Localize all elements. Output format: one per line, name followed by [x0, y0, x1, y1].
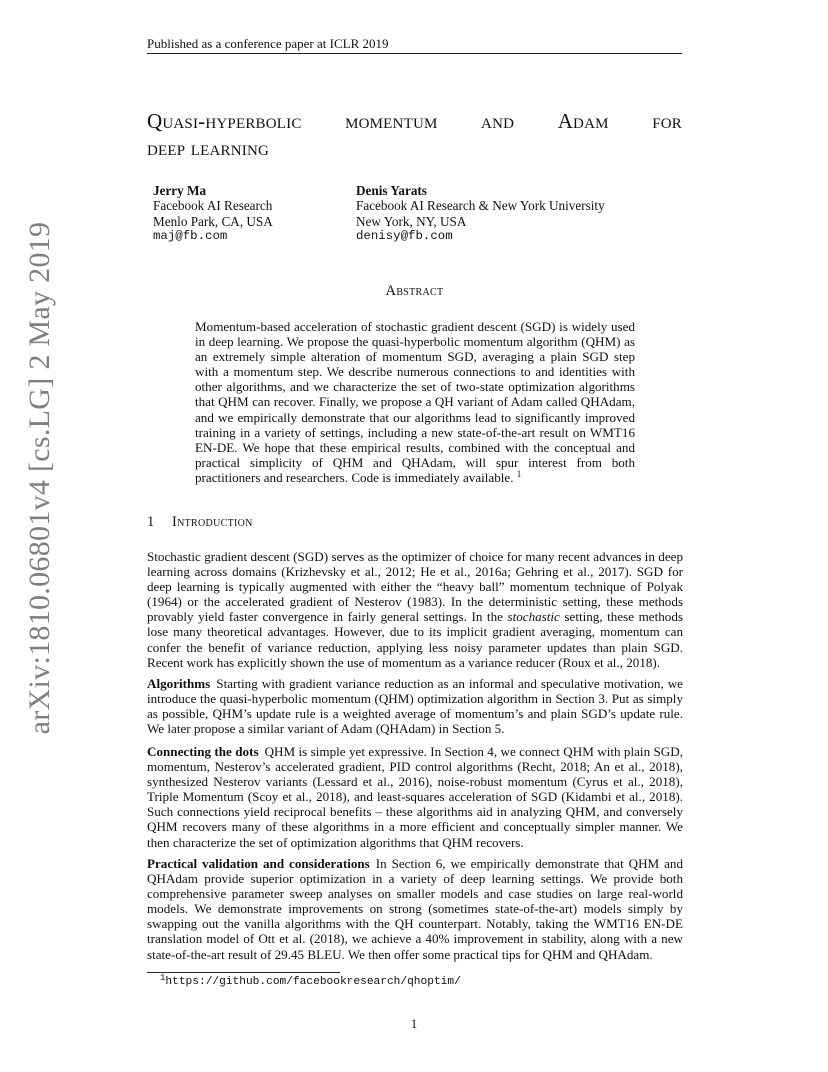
paragraph-connecting-the-dots: [147, 744, 683, 850]
paragraph-text: Stochastic gradient descent (SGD) serves as the optimizer of choice for many recent advances in deep learning across domains (Krizhevsky et al., 2012; He et al., 2016a; Gehring et al., 2017). SGD for deep learning is typically augmented with either the “heavy ball” momentum technique of Polyak (1964) or the accelerated gradient of Nesterov (1983). In the deterministic setting, these methods provably yield faster convergence in fairly general settings. In the: [147, 549, 683, 625]
intro-paragraph-1: [147, 549, 683, 670]
author-block-2: [356, 183, 605, 244]
author-email: maj@fb.com: [153, 228, 228, 243]
paragraph-heading: Connecting the dots: [147, 744, 259, 759]
author-email: denisy@fb.com: [356, 228, 453, 243]
page-number: 1: [410, 1016, 418, 1031]
paragraph-text: In Section 6, we empirically demonstrate that QHM and QHAdam provide superior optimization in a variety of deep learning settings. We provide both comprehensive parameter sweep analyses on smaller models and case studies on large real-world models. We demonstrate improvements on strong (sometimes state-of-the-art) models simply by swapping out the vanilla algorithms with the QH counterpart. Notably, taking the WMT16 EN-DE translation model of Ott et al. (2018), we achieve a 40% improvement in stability, along with a new state-of-the-art result of 29.45 BLEU. We then offer some practical tips for QHM and QHAdam.: [147, 856, 683, 962]
author-name: Jerry Ma: [153, 183, 207, 198]
section-number: 1: [147, 514, 155, 530]
header-rule: [147, 53, 682, 54]
paragraph-text: setting, these methods lose many theoretical advantages. However, due to its implicit gradient averaging, momentum can confer the benefit of variance reduction, applying less noisy parameter updates than plain SGD. Recent work has explicitly shown the use of momentum as a variance reducer (Roux et al., 2018).: [147, 609, 683, 670]
abstract-heading: Abstract: [385, 283, 444, 299]
author-location: New York, NY, USA: [356, 213, 467, 229]
title-word: Adam: [557, 109, 609, 133]
author-location: Menlo Park, CA, USA: [153, 213, 273, 229]
title-line-1: [147, 108, 682, 135]
author-affiliation: Facebook AI Research & New York University: [356, 198, 605, 214]
paper-title: [147, 108, 687, 162]
footnote-rule: [147, 972, 340, 973]
title-word: for: [652, 109, 682, 133]
running-header: Published as a conference paper at ICLR 2019: [147, 36, 389, 51]
paragraph-practical-validation: [147, 856, 683, 962]
author-name: Denis Yarats: [356, 183, 427, 198]
title-word: Quasi-hyperbolic: [147, 109, 302, 133]
paragraph-text: QHM is simple yet expressive. In Section 4, we connect QHM with plain SGD, momentum, Nesterov’s accelerated gradient, PID control algorithms (Recht, 2018; An et al., 2018), synthesized Nesterov variants (Lessard et al., 2016), noise-robust momentum (Cyrus et al., 2018), Triple Momentum (Scoy et al., 2018), and least-squares acceleration of SGD (Kidambi et al., 2018). Such connections yield reciprocal benefits – these algorithms aid in analyzing QHM, and conversely QHM recovers many of these algorithms in a more efficient and conceptually simpler manner. We then characterize the set of optimization algorithms that QHM recovers.: [147, 744, 683, 850]
abstract-body: [195, 319, 635, 485]
emphasis-stochastic: stochastic: [507, 609, 560, 625]
title-line-2: deep learning: [147, 136, 270, 160]
paragraph-text: Starting with gradient variance reduction as an informal and speculative motivation, we introduce the quasi-hyperbolic momentum (QHM) optimization algorithm in Section 3. Put as simply as possible, QHM’s update rule is a weighted average of momentum’s and plain SGD’s update rule. We later propose a similar variant of Adam (QHAdam) in Section 5.: [147, 676, 683, 737]
footnote-mark: 1: [160, 973, 166, 983]
arxiv-identifier-stamp: arXiv:1810.06801v4 [cs.LG] 2 May 2019: [23, 221, 56, 735]
footnote-mark: 1: [516, 468, 522, 479]
title-word: momentum: [345, 109, 438, 133]
paragraph-algorithms: [147, 676, 683, 736]
section-heading-introduction: [147, 514, 682, 531]
section-title: Introduction: [172, 514, 253, 530]
paragraph-heading: Practical validation and considerations: [147, 856, 370, 871]
abstract-text: Momentum-based acceleration of stochastic gradient descent (SGD) is widely used in deep learning. We propose the quasi-hyperbolic momentum algorithm (QHM) as an extremely simple alteration of momentum SGD, averaging a plain SGD step with a momentum step. We describe numerous connections to and identities with other algorithms, and we characterize the set of two-state optimization algorithms that QHM can recover. Finally, we propose a QH variant of Adam called QHAdam, and we empirically demonstrate that our algorithms lead to significantly improved training in a variety of settings, including a new state-of-the-art result on WMT16 EN-DE. We hope that these empirical results, combined with the conceptual and practical simplicity of QHM and QHAdam, will spur interest from both practitioners and researchers. Code is immediately available.: [195, 319, 635, 485]
author-affiliation: Facebook AI Research: [153, 198, 273, 214]
footnote: [160, 973, 461, 988]
title-word: and: [481, 109, 515, 133]
paragraph-heading: Algorithms: [147, 676, 211, 691]
author-block-1: [153, 183, 273, 244]
footnote-url[interactable]: https://github.com/facebookresearch/qhoptim/: [165, 976, 461, 988]
